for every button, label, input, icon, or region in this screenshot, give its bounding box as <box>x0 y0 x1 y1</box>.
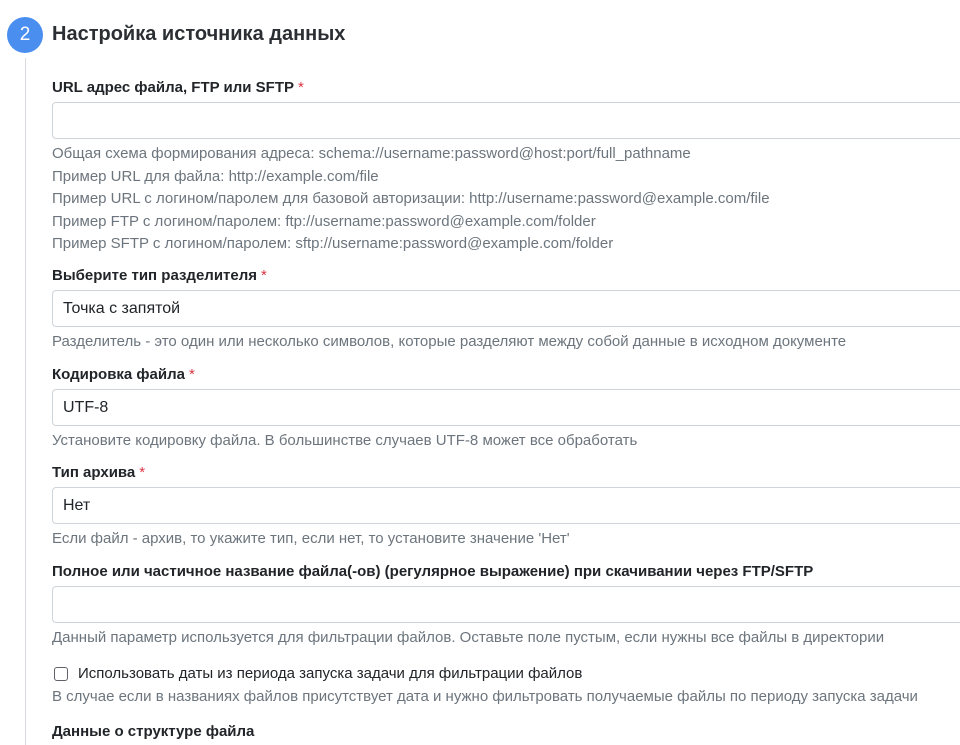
archive-help: Если файл - архив, то укажите тип, если нет, то установите значение 'Нет' <box>52 530 570 547</box>
archive-label <box>52 463 960 483</box>
delimiter-select[interactable]: Точка с запятой <box>52 290 960 327</box>
url-label-text: URL адрес файла, FTP или SFTP <box>52 79 294 96</box>
use-dates-checkbox[interactable] <box>54 667 68 681</box>
encoding-help: Установите кодировку файла. В большинстве случаев UTF-8 может все обработать <box>52 432 638 449</box>
encoding-label-text: Кодировка файла <box>52 366 185 383</box>
step-number-badge: 2 <box>7 17 43 53</box>
filename-input[interactable] <box>52 586 960 623</box>
delimiter-label-text: Выберите тип разделителя <box>52 267 258 284</box>
delimiter-label <box>52 266 960 286</box>
use-dates-help: В случае если в названиях файлов присутствует дата и нужно фильтровать получаемые файлы по периоду запуска задачи <box>52 688 918 705</box>
structure-section <box>52 722 254 742</box>
url-label <box>52 78 960 98</box>
step-title: Настройка источника данных <box>52 23 346 45</box>
url-field-group <box>52 78 960 256</box>
filename-help: Данный параметр используется для фильтрации файлов. Оставьте поле пустым, если нужны все файлы в директории <box>52 629 885 646</box>
required-mark: * <box>298 79 304 96</box>
url-help-line: Пример URL с логином/паролем для базовой авторизации: http://username:password@example.com/file <box>52 190 770 207</box>
url-help-list <box>52 143 960 256</box>
required-mark: * <box>139 464 146 481</box>
use-dates-label[interactable]: Использовать даты из периода запуска задачи для фильтрации файлов <box>78 665 583 682</box>
use-dates-group <box>52 663 918 709</box>
encoding-field-group <box>52 365 960 453</box>
url-help-line: Общая схема формирования адреса: schema://username:password@host:port/full_pathname <box>52 145 691 162</box>
encoding-select[interactable]: UTF-8 <box>52 389 960 426</box>
required-mark: * <box>189 366 195 383</box>
url-help-line: Пример URL для файла: http://example.com/file <box>52 167 379 185</box>
filename-field-group <box>52 562 960 650</box>
url-help-line: Пример FTP с логином/паролем: ftp://username:password@example.com/folder <box>52 212 596 230</box>
encoding-label <box>52 365 960 385</box>
filename-label: Полное или частичное название файла(-ов) (регулярное выражение) при скачивании через FTP/SFTP <box>52 563 814 580</box>
archive-label-text: Тип архива <box>52 464 136 481</box>
archive-field-group <box>52 463 960 551</box>
delimiter-help: Разделитель - это один или несколько символов, которые разделяют между собой данные в исходном документе <box>52 333 847 350</box>
structure-label: Данные о структуре файла <box>52 723 255 740</box>
url-input[interactable] <box>52 102 960 139</box>
required-mark: * <box>261 267 267 284</box>
use-dates-row[interactable] <box>52 663 918 685</box>
step-connector-line <box>25 58 26 745</box>
delimiter-field-group <box>52 266 960 354</box>
archive-select[interactable]: Нет <box>52 487 960 524</box>
url-help-line: Пример SFTP с логином/паролем: sftp://username:password@example.com/folder <box>52 235 614 252</box>
